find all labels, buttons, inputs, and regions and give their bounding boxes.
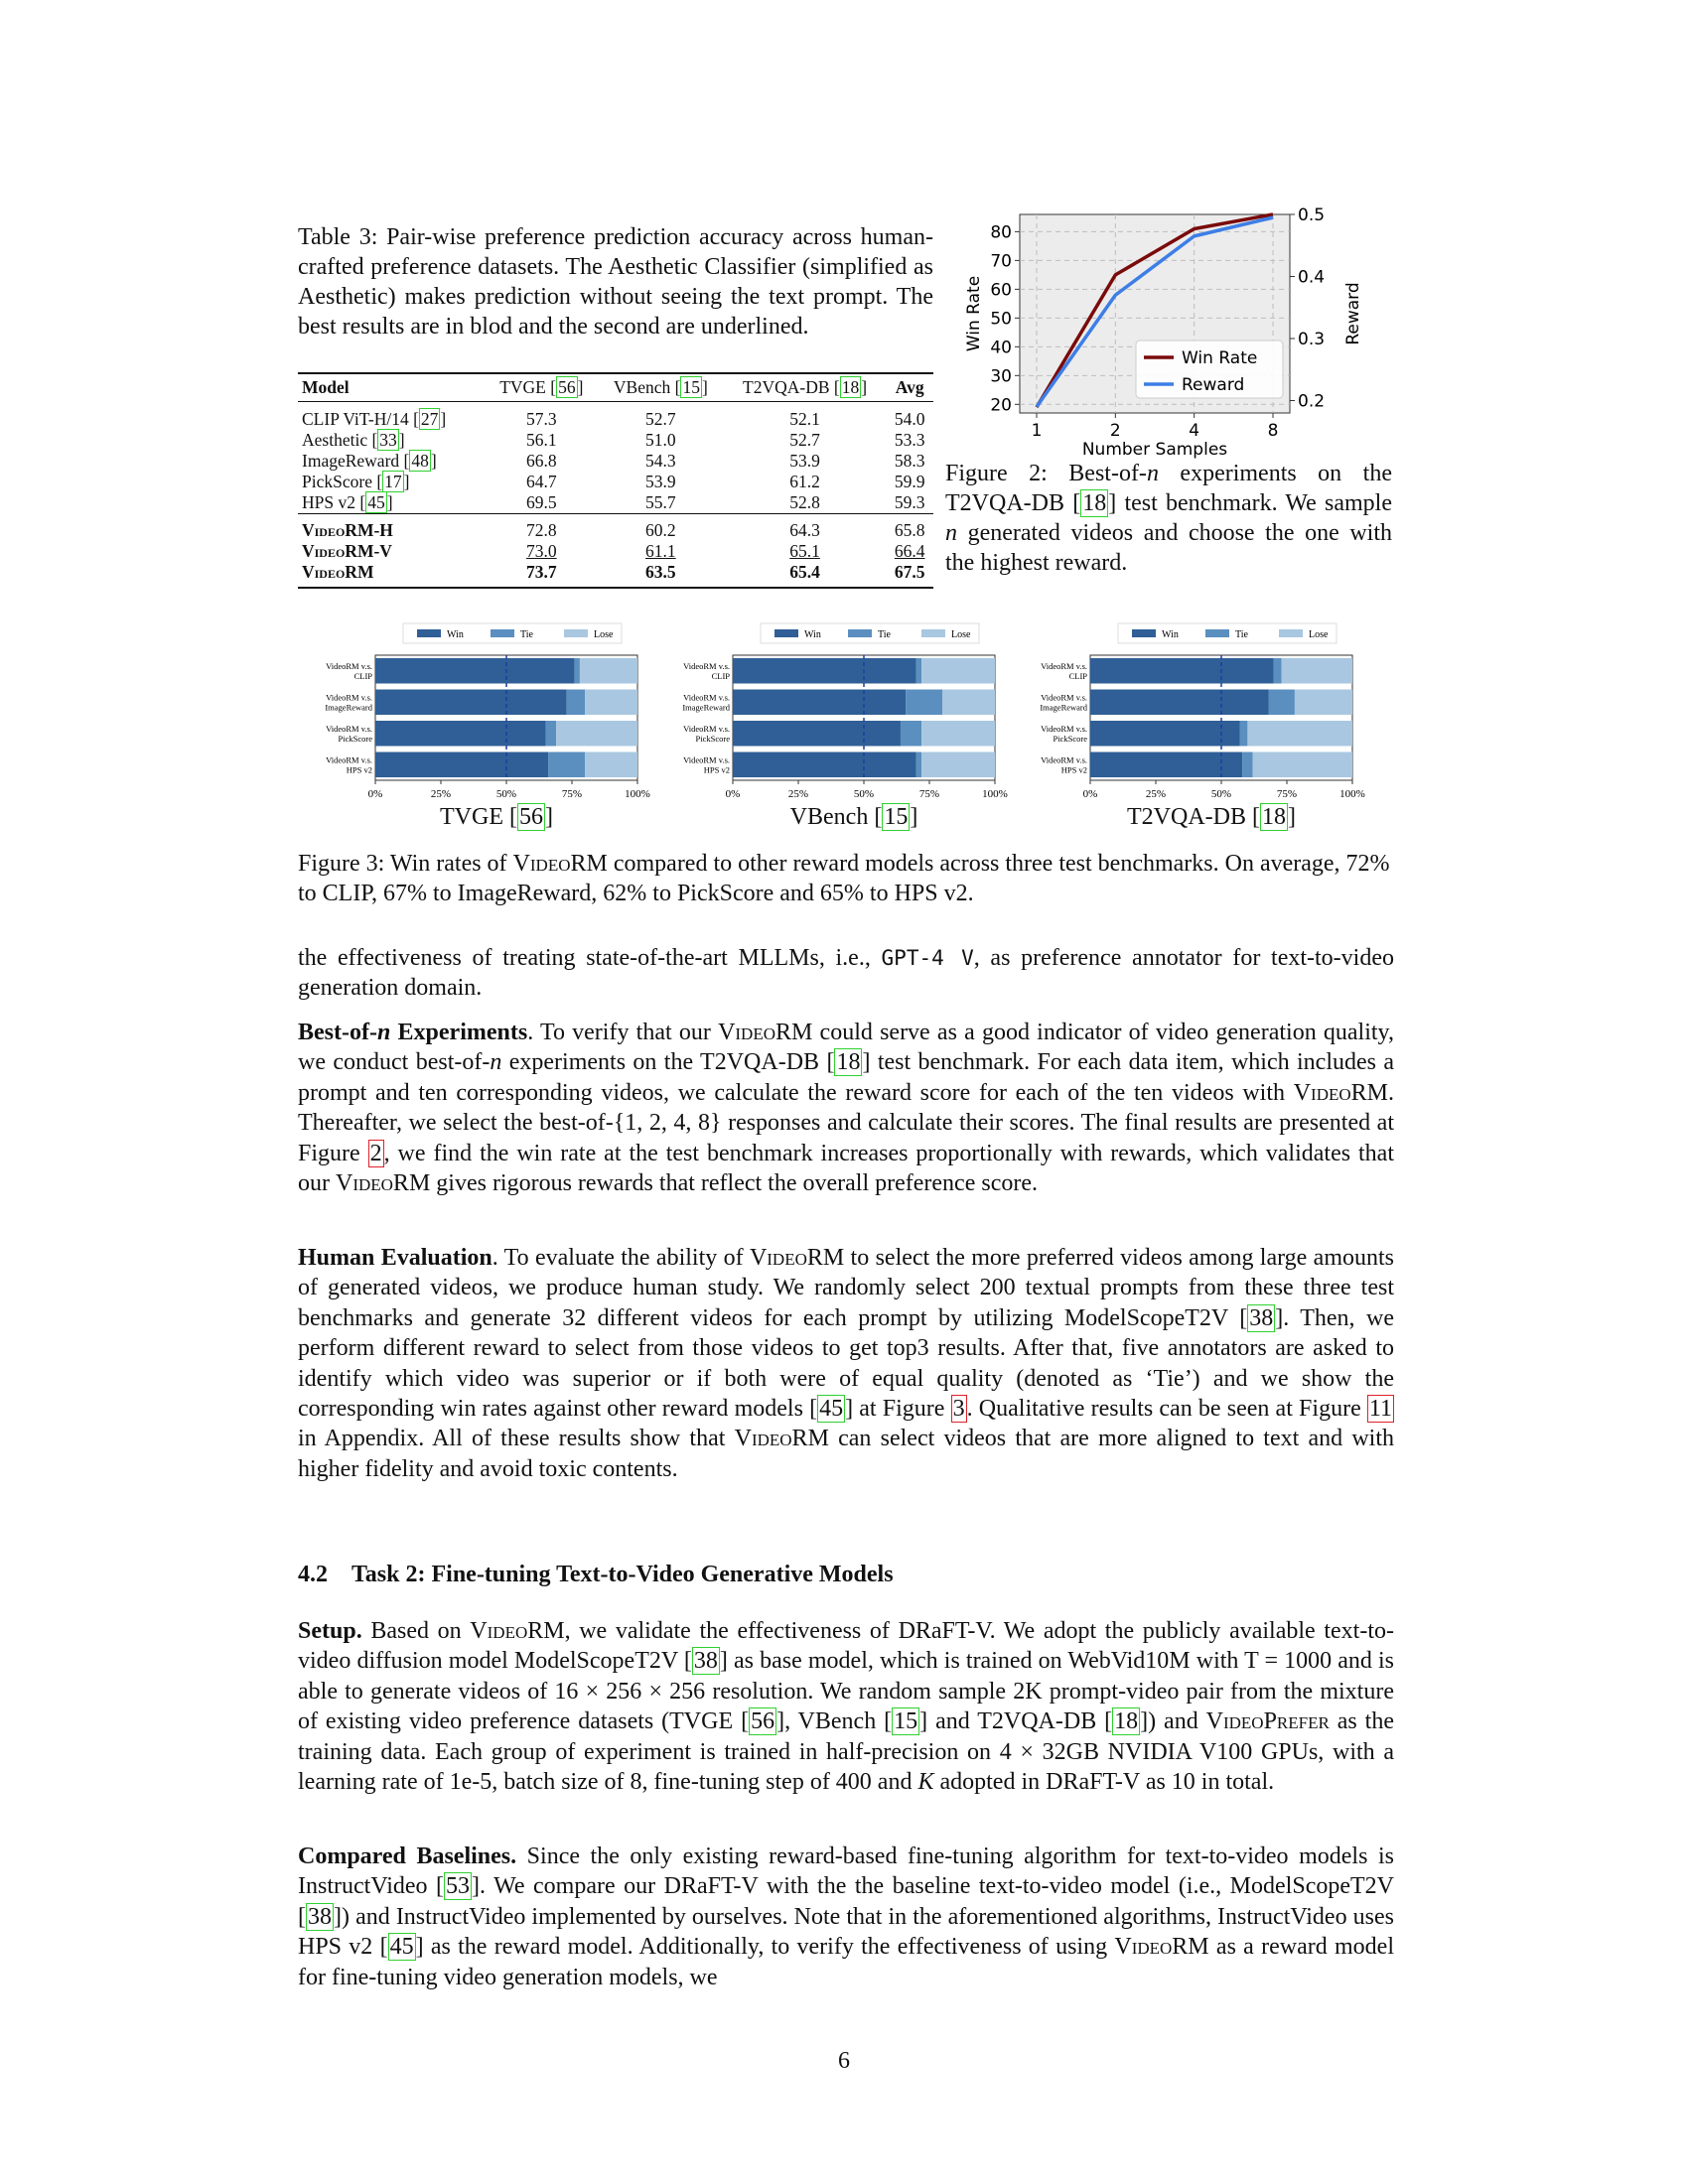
category-label: VideoRM v.s. (326, 660, 372, 671)
cell-t2vqa: 65.4 (789, 562, 820, 582)
cell-tvge: 73.7 (526, 562, 557, 582)
category-label: HPS v2 (1060, 764, 1087, 775)
header-t2vqa: T2VQA-DB [ 18 ] (743, 377, 868, 397)
citation-link[interactable]: 53 (446, 1873, 471, 1900)
cell-vbench: 60.2 (645, 520, 676, 540)
y-tick-label: 60 (990, 280, 1012, 301)
x-tick-label: 75% (918, 788, 940, 800)
bar-segment-tie (1242, 752, 1253, 778)
table-row (298, 492, 933, 514)
paragraph-heading: Best-of-n Experiments (298, 1020, 528, 1045)
legend-swatch (921, 629, 945, 637)
citation-link[interactable]: 56 (518, 804, 543, 830)
legend-label: Tie (1235, 629, 1248, 640)
bar-segment-tie (916, 658, 921, 684)
page-number: 6 (838, 2048, 850, 2074)
cell-avg: 67.5 (894, 562, 925, 582)
bar-segment-lose (942, 690, 995, 716)
table-row (298, 514, 933, 542)
header-avg: Avg (895, 377, 924, 397)
y-tick-label: 20 (990, 395, 1012, 416)
figure-2-caption: Figure 2: Best-of-n experiments on the T2VQA-DB [18] test benchmark. We sample n generated videos and choose the one with the highest reward. (945, 461, 1392, 576)
cell-avg: 59.9 (894, 472, 925, 491)
x-tick-label: 25% (430, 788, 452, 800)
citation-link[interactable]: 38 (308, 1903, 332, 1930)
legend-label: Lose (1309, 629, 1329, 640)
cell-tvge: 64.7 (526, 472, 557, 491)
figure-link[interactable]: 11 (1368, 1396, 1393, 1423)
x-tick-label: 100% (625, 788, 650, 800)
bar-segment-tie (1274, 658, 1282, 684)
category-label: VideoRM v.s. (683, 723, 730, 734)
bar-segment-tie (901, 721, 921, 747)
category-label: HPS v2 (346, 764, 372, 775)
bar-segment-win (375, 658, 575, 684)
model-name: PickScore [ 17 ] (302, 472, 410, 491)
cell-tvge: 66.8 (526, 451, 557, 471)
section-heading: 4.2 Task 2: Fine-tuning Text-to-Video Generative Models (298, 1562, 894, 1587)
category-label: VideoRM v.s. (683, 660, 730, 671)
y2-axis-ticks (1290, 205, 1325, 412)
category-label: PickScore (695, 733, 730, 744)
panel-title-tvge: TVGE [56] (440, 804, 553, 830)
legend-swatch (491, 629, 514, 637)
cell-avg: 54.0 (894, 409, 925, 429)
header-model: Model (302, 377, 350, 397)
model-name: CLIP ViT-H/14 [ 27 ] (302, 409, 447, 429)
model-name: VideoRM-V (302, 541, 392, 561)
category-label: CLIP (711, 670, 730, 681)
citation-link[interactable]: 45 (367, 492, 385, 512)
table-row (298, 402, 933, 431)
citation-link[interactable]: 15 (894, 1708, 918, 1735)
bar-segment-win (375, 690, 567, 716)
y-tick-label: 40 (990, 338, 1012, 358)
bar-segment-win (1090, 721, 1239, 747)
cell-t2vqa: 61.2 (789, 472, 820, 491)
x-axis-label: Number Samples (1081, 440, 1228, 460)
citation-link[interactable]: 45 (389, 1934, 414, 1961)
bar-segment-win (733, 752, 916, 778)
bar-segment-lose (921, 721, 995, 747)
cell-tvge: 56.1 (526, 430, 557, 450)
cell-t2vqa: 52.7 (789, 430, 820, 450)
figure-3-caption: Figure 3: Win rates of VideoRM compared to other reward models across three test benchmarks. On average, 72% to CLIP, 67% to ImageReward, 62% to PickScore and 65% to HPS v2. (298, 851, 1390, 906)
table-row (298, 562, 933, 588)
bar-segment-tie (906, 690, 942, 716)
panel-title-t2vqa: T2VQA-DB [18] (1127, 804, 1296, 830)
category-label: VideoRM v.s. (1041, 692, 1087, 703)
legend-label: Tie (520, 629, 533, 640)
x-tick-label: 4 (1189, 421, 1200, 441)
x-axis-ticks (1032, 413, 1279, 441)
table-header-row (298, 373, 933, 402)
model-name: VideoRM (302, 562, 374, 582)
x-tick-label: 2 (1109, 421, 1121, 441)
y-tick-label: 50 (990, 309, 1012, 330)
results-table (298, 372, 933, 589)
category-label: VideoRM v.s. (326, 692, 372, 703)
figure-link[interactable]: 3 (952, 1396, 965, 1423)
bar-segment-lose (556, 721, 637, 747)
category-label: CLIP (1068, 670, 1087, 681)
x-tick-label: 0% (725, 788, 741, 800)
bar-segment-lose (585, 752, 637, 778)
bar-segment-tie (916, 752, 921, 778)
legend-label: Reward (1182, 375, 1245, 395)
cell-vbench: 54.3 (645, 451, 676, 471)
legend-label: Lose (951, 629, 971, 640)
citation-link[interactable]: 18 (836, 1049, 861, 1076)
bar-segment-lose (1253, 752, 1352, 778)
panel-title-vbench: VBench [15] (789, 804, 918, 830)
bar-segment-lose (1247, 721, 1352, 747)
cell-t2vqa: 52.8 (789, 492, 820, 512)
table-row (298, 472, 933, 492)
figure-link[interactable]: 2 (369, 1140, 382, 1166)
cell-vbench: 53.9 (645, 472, 676, 491)
citation-link[interactable]: 18 (841, 377, 860, 397)
x-tick-label: 100% (982, 788, 1008, 800)
cell-avg: 66.4 (894, 541, 925, 561)
model-name: ImageReward [ 48 ] (302, 451, 437, 471)
model-name: VideoRM-H (302, 520, 393, 540)
paragraph-intro: the effectiveness of treating state-of-the-art MLLMs, i.e., GPT-4 V, as preference annotator for text-to-video generation domain. (298, 945, 1394, 1002)
bar-segment-win (733, 721, 901, 747)
citation-link[interactable]: 48 (411, 451, 429, 471)
category-label: ImageReward (325, 702, 372, 713)
y-axis-label: Win Rate (964, 275, 984, 352)
header-tvge: TVGE [ 56 ] (499, 377, 584, 397)
category-label: CLIP (353, 670, 372, 681)
paragraph-heading: Human Evaluation (298, 1245, 492, 1271)
bar-segment-tie (575, 658, 580, 684)
legend-label: Win (804, 629, 821, 640)
cell-vbench: 51.0 (645, 430, 676, 450)
category-label: HPS v2 (703, 764, 730, 775)
x-tick-label: 0% (1082, 788, 1098, 800)
bar-segment-lose (1295, 690, 1352, 716)
x-tick-label: 100% (1339, 788, 1365, 800)
legend-swatch (1132, 629, 1156, 637)
paragraph-setup: Setup. Based on VideoRM, we validate the effectiveness of DRaFT-V. We adopt the publicly available text-to-video diffusion model ModelScopeT2V [38] as base model, which is trained on WebVid10M with T = 1000 and is able to generate videos of 16 × 256 × 256 resolution. We random sample 2K prompt-video pair from the mixture of existing video preference datasets (TVGE [56], VBench [15] and T2VQA-DB [18]) and VideoPrefer as the training data. Each group of experiment is trained in half-precision on 4 × 32GB NVIDIA V100 GPUs, with a learning rate of 1e-5, batch size of 8, fine-tuning step of 400 and K adopted in DRaFT-V as 10 in total. (298, 1618, 1395, 1796)
x-tick-label: 25% (787, 788, 809, 800)
x-tick-label: 50% (1210, 788, 1232, 800)
category-label: VideoRM v.s. (1041, 723, 1087, 734)
table-row (298, 541, 933, 562)
category-label: PickScore (338, 733, 372, 744)
bar-segment-lose (580, 658, 637, 684)
citation-link[interactable]: 45 (819, 1396, 844, 1423)
legend-swatch (417, 629, 441, 637)
bar-segment-win (375, 721, 546, 747)
y-axis-ticks (990, 222, 1020, 415)
cell-tvge: 57.3 (526, 409, 557, 429)
paragraph-heading: Setup. (298, 1618, 362, 1644)
citation-link[interactable]: 27 (420, 409, 439, 429)
bar-segment-lose (1282, 658, 1352, 684)
x-tick-label: 0% (367, 788, 383, 800)
cell-t2vqa: 52.1 (789, 409, 820, 429)
bar-segment-tie (1269, 690, 1295, 716)
category-label: VideoRM v.s. (683, 754, 730, 765)
category-label: VideoRM v.s. (1041, 754, 1087, 765)
legend-swatch (1279, 629, 1303, 637)
paragraph-heading: Compared Baselines. (298, 1843, 517, 1869)
category-label: VideoRM v.s. (683, 692, 730, 703)
legend-swatch (1205, 629, 1229, 637)
cell-avg: 53.3 (894, 430, 925, 450)
y2-tick-label: 0.5 (1298, 205, 1326, 225)
cell-tvge: 72.8 (526, 520, 557, 540)
citation-link[interactable]: 38 (693, 1648, 718, 1675)
bar-segment-win (733, 690, 906, 716)
bar-segment-lose (585, 690, 637, 716)
cell-t2vqa: 65.1 (789, 541, 820, 561)
y-tick-label: 80 (990, 222, 1012, 243)
x-tick-label: 1 (1031, 421, 1043, 441)
category-label: ImageReward (1040, 702, 1087, 713)
bar-segment-win (375, 752, 548, 778)
category-label: VideoRM v.s. (326, 754, 372, 765)
legend-swatch (774, 629, 798, 637)
x-tick-label: 50% (853, 788, 875, 800)
citation-link[interactable]: 17 (384, 472, 402, 491)
bar-segment-tie (548, 752, 585, 778)
legend-swatch (848, 629, 872, 637)
header-vbench: VBench [ 15 ] (613, 377, 708, 397)
legend-label: Lose (594, 629, 614, 640)
legend-label: Win Rate (1182, 348, 1258, 368)
bar-segment-win (733, 658, 916, 684)
cell-t2vqa: 64.3 (789, 520, 820, 540)
legend-label: Win (447, 629, 464, 640)
bar-segment-tie (1239, 721, 1247, 747)
citation-link[interactable]: 38 (1249, 1304, 1274, 1331)
cell-t2vqa: 53.9 (789, 451, 820, 471)
x-tick-label: 8 (1267, 421, 1279, 441)
model-name: HPS v2 [ 45 ] (302, 492, 393, 512)
x-tick-label: 75% (561, 788, 583, 800)
cell-vbench: 55.7 (645, 492, 676, 512)
citation-link[interactable]: 56 (751, 1708, 775, 1735)
legend-swatch (564, 629, 588, 637)
win-rate-chart-t2vqa (1013, 615, 1370, 806)
best-of-n-line-chart (961, 202, 1378, 462)
bar-segment-lose (921, 658, 995, 684)
citation-link[interactable]: 15 (682, 377, 700, 397)
citation-link[interactable]: 33 (379, 430, 397, 450)
category-label: VideoRM v.s. (326, 723, 372, 734)
legend-label: Tie (878, 629, 891, 640)
citation-link[interactable]: 56 (558, 377, 576, 397)
cell-tvge: 73.0 (526, 541, 557, 561)
x-tick-label: 50% (495, 788, 517, 800)
cell-vbench: 61.1 (645, 541, 676, 561)
x-tick-label: 75% (1276, 788, 1298, 800)
cell-avg: 65.8 (894, 520, 925, 540)
y-tick-label: 70 (990, 251, 1012, 272)
cell-avg: 59.3 (894, 492, 925, 512)
paragraph-best-of-n: Best-of-n Experiments. To verify that our VideoRM could serve as a good indicator of video generation quality, we conduct best-of-n experiments on the T2VQA-DB [18] test benchmark. For each data item, which includes a prompt and ten corresponding videos, we calculate the reward score for each of the ten videos with VideoRM. Thereafter, we select the best-of-{1, 2, 4, 8} responses and calculate their scores. The final results are presented at Figure 2, we find the win rate at the test benchmark increases proportionally with rewards, which validates that our VideoRM gives rigorous rewards that reflect the overall preference score. (298, 1020, 1395, 1197)
bar-segment-tie (567, 690, 585, 716)
paragraph-compared-baselines: Compared Baselines. Since the only existing reward-based fine-tuning algorithm for text-to-video models is InstructVideo [53]. We compare our DRaFT-V with the the baseline text-to-video model (i.e., ModelScopeT2V [38]) and InstructVideo implemented by ourselves. Note that in the aforementioned algorithms, InstructVideo uses HPS v2 [45] as the reward model. Additionally, to verify the effectiveness of using VideoRM as a reward model for fine-tuning video generation models, we (298, 1843, 1394, 1990)
y2-axis-label: Reward (1343, 282, 1363, 345)
category-label: PickScore (1053, 733, 1087, 744)
table-row (298, 430, 933, 451)
bar-segment-win (1090, 658, 1274, 684)
cell-vbench: 63.5 (645, 562, 676, 582)
cell-avg: 58.3 (894, 451, 925, 471)
chart-legend (1136, 341, 1283, 398)
model-name: Aesthetic [ 33 ] (302, 430, 405, 450)
bar-segment-win (1090, 690, 1269, 716)
category-label: ImageReward (682, 702, 730, 713)
bar-segment-win (1090, 752, 1242, 778)
y2-tick-label: 0.2 (1298, 391, 1326, 412)
win-rate-chart-tvge (298, 615, 655, 806)
legend-label: Win (1162, 629, 1179, 640)
y2-tick-label: 0.4 (1298, 267, 1326, 288)
bar-segment-tie (546, 721, 557, 747)
bar-segment-lose (921, 752, 995, 778)
citation-link[interactable]: 18 (1114, 1708, 1139, 1735)
y-tick-label: 30 (990, 366, 1012, 387)
category-label: VideoRM v.s. (1041, 660, 1087, 671)
y2-tick-label: 0.3 (1298, 330, 1326, 349)
paragraph-human-evaluation: Human Evaluation. To evaluate the ability of VideoRM to select the more preferred videos among large amounts of generated videos, we produce human study. We randomly select 200 textual prompts from these three test benchmarks and generate 32 different videos for each prompt by utilizing ModelScopeT2V [38]. Then, we perform different reward to select from those videos to get top3 results. After that, five annotators are asked to identify which video was superior or if both were of equal quality (denoted as ‘Tie’) and we show the corresponding win rates against other reward models [45] at Figure 3. Qualitative results can be seen at Figure 11 in Appendix. All of these results show that VideoRM can select videos that are more aligned to text and with higher fidelity and avoid toxic contents. (298, 1245, 1395, 1482)
table-caption: Table 3: Pair-wise preference prediction accuracy across human-crafted preference datasets. The Aesthetic Classifier (simplified as Aesthetic) makes prediction without seeing the text prompt. The best results are in blod and the second are underlined. (298, 224, 933, 340)
citation-link[interactable]: 18 (1262, 804, 1286, 830)
table-row (298, 451, 933, 472)
x-tick-label: 25% (1145, 788, 1167, 800)
cell-vbench: 52.7 (645, 409, 676, 429)
citation-link[interactable]: 15 (884, 804, 909, 830)
win-rate-chart-vbench (655, 615, 1013, 806)
cell-tvge: 69.5 (526, 492, 557, 512)
citation-link[interactable]: 18 (1082, 490, 1107, 516)
